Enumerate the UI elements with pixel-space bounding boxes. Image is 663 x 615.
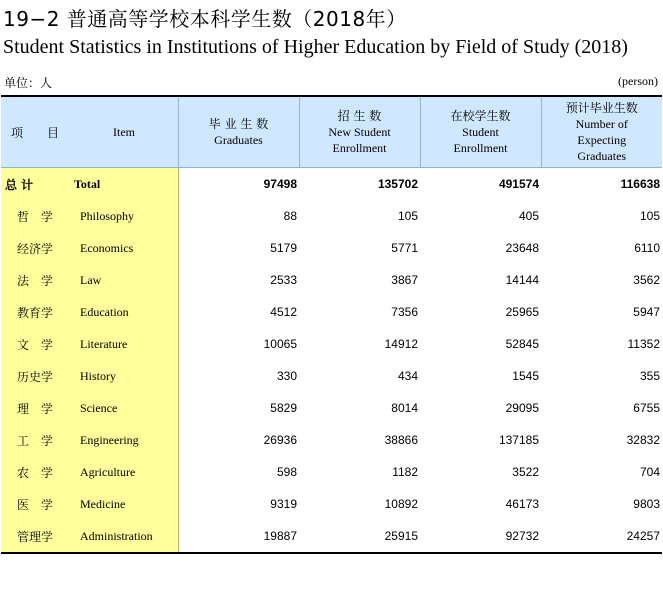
- row-label-chinese: 工 学: [17, 434, 54, 448]
- header-expected-graduates-english-2: Expecting: [577, 133, 627, 147]
- cell-graduates: 598: [276, 465, 297, 479]
- header-student-enrollment-chinese: 在校学生数: [450, 109, 511, 123]
- header-expected-graduates-english-1: Number of: [575, 117, 628, 131]
- cell-graduates: 5829: [270, 401, 297, 415]
- cell-expected-graduates: 105: [639, 209, 660, 223]
- header-new-enrollment-english-1: New Student: [328, 125, 391, 139]
- cell-new-enrollment: 7356: [391, 305, 418, 319]
- row-label-english: Engineering: [80, 433, 139, 447]
- table-row: [1, 520, 662, 553]
- row-label-chinese: 经济学: [17, 242, 54, 256]
- cell-student-enrollment: 1545: [512, 369, 539, 383]
- cell-graduates: 4512: [270, 305, 297, 319]
- unit-label-chinese: 单位：人: [4, 76, 53, 90]
- table-row-total: [1, 168, 662, 201]
- cell-new-enrollment: 25915: [384, 529, 418, 543]
- table-row: [1, 328, 662, 360]
- cell-new-enrollment: 135702: [377, 177, 418, 191]
- header-item: [1, 96, 178, 168]
- row-label: [1, 488, 178, 520]
- cell-student-enrollment: 23648: [505, 241, 539, 255]
- row-label: [1, 520, 178, 553]
- row-label-chinese: 哲 学: [17, 210, 54, 224]
- cell-student-enrollment: 52845: [505, 337, 539, 351]
- cell-expected-graduates: 355: [639, 369, 660, 383]
- row-label: [1, 168, 178, 201]
- cell-expected-graduates: 6110: [634, 241, 660, 255]
- header-graduates: [178, 96, 299, 168]
- row-label-english: Education: [80, 305, 129, 319]
- cell-expected-graduates: 3562: [633, 273, 660, 287]
- cell-new-enrollment: 105: [397, 209, 418, 223]
- row-label: [1, 456, 178, 488]
- cell-student-enrollment: 92732: [505, 529, 539, 543]
- row-label-chinese: 法 学: [17, 274, 54, 288]
- row-label-english: Agriculture: [80, 465, 136, 479]
- table-row: [1, 232, 662, 264]
- unit-label-english: (person): [618, 74, 658, 88]
- table-row: [1, 456, 662, 488]
- row-label-chinese: 教育学: [17, 306, 54, 320]
- cell-graduates: 2533: [270, 273, 297, 287]
- row-label-english: Law: [80, 273, 102, 287]
- header-item-english: Item: [113, 125, 135, 139]
- cell-graduates: 330: [276, 369, 297, 383]
- header-graduates-chinese: 毕 业 生 数: [208, 117, 269, 131]
- cell-graduates: 10065: [263, 337, 297, 351]
- row-label-english: History: [80, 369, 116, 383]
- row-label-chinese: 理 学: [17, 402, 54, 416]
- header-graduates-english-1: Graduates: [214, 133, 263, 147]
- cell-student-enrollment: 405: [518, 209, 539, 223]
- cell-new-enrollment: 3867: [391, 273, 418, 287]
- cell-expected-graduates: 11352: [627, 337, 660, 351]
- cell-graduates: 26936: [263, 433, 297, 447]
- cell-expected-graduates: 5947: [633, 305, 660, 319]
- row-label: [1, 296, 178, 328]
- row-label: [1, 232, 178, 264]
- table-row: [1, 264, 662, 296]
- row-label: [1, 200, 178, 232]
- page-title-english: Student Statistics in Institutions of Higher Education by Field of Study (2018): [3, 36, 628, 58]
- cell-student-enrollment: 25965: [505, 305, 539, 319]
- row-label-chinese: 总 计: [5, 178, 34, 192]
- cell-student-enrollment: 14144: [505, 273, 539, 287]
- row-label: [1, 328, 178, 360]
- row-label: [1, 392, 178, 424]
- cell-graduates: 9319: [270, 497, 297, 511]
- cell-student-enrollment: 29095: [505, 401, 539, 415]
- cell-student-enrollment: 137185: [498, 433, 539, 447]
- cell-student-enrollment: 491574: [498, 177, 539, 191]
- cell-new-enrollment: 14912: [384, 337, 418, 351]
- row-label-english: Philosophy: [80, 209, 135, 223]
- header-new-enrollment: [299, 96, 420, 168]
- cell-new-enrollment: 8014: [391, 401, 418, 415]
- header-student-enrollment-english-2: Enrollment: [453, 141, 508, 155]
- cell-student-enrollment: 46173: [505, 497, 539, 511]
- cell-expected-graduates: 32832: [626, 433, 660, 447]
- table-row: [1, 200, 662, 232]
- header-student-enrollment-english-1: Student: [462, 125, 499, 139]
- row-label-english: Administration: [80, 529, 153, 543]
- cell-student-enrollment: 3522: [512, 465, 539, 479]
- header-new-enrollment-english-2: Enrollment: [332, 141, 387, 155]
- cell-new-enrollment: 1182: [392, 465, 418, 479]
- table-row: [1, 424, 662, 456]
- header-student-enrollment: [420, 96, 541, 168]
- student-statistics-table: [1, 95, 662, 554]
- row-label-english: Medicine: [80, 497, 126, 511]
- row-label-chinese: 农 学: [17, 466, 54, 480]
- table-row: [1, 488, 662, 520]
- row-label-english: Economics: [80, 241, 134, 255]
- cell-graduates: 19887: [263, 529, 297, 543]
- row-label: [1, 360, 178, 392]
- row-label-chinese: 管理学: [17, 530, 54, 544]
- header-item-chinese: 项 目: [11, 126, 60, 140]
- row-label-chinese: 历史学: [17, 370, 54, 384]
- table-row: [1, 392, 662, 424]
- row-label-chinese: 医 学: [17, 498, 54, 512]
- cell-expected-graduates: 704: [639, 465, 660, 479]
- cell-new-enrollment: 10892: [384, 497, 418, 511]
- header-expected-graduates-english-3: Graduates: [577, 149, 627, 163]
- cell-expected-graduates: 6755: [633, 401, 660, 415]
- row-label: [1, 424, 178, 456]
- cell-graduates: 97498: [263, 177, 297, 191]
- cell-expected-graduates: 9803: [633, 497, 660, 511]
- row-label-english: Literature: [80, 337, 128, 351]
- cell-graduates: 88: [283, 209, 297, 223]
- row-label-english: Total: [74, 177, 101, 191]
- header-new-enrollment-chinese: 招 生 数: [337, 109, 382, 123]
- row-label-chinese: 文 学: [17, 338, 54, 352]
- cell-new-enrollment: 38866: [384, 433, 418, 447]
- cell-new-enrollment: 434: [397, 369, 418, 383]
- cell-new-enrollment: 5771: [391, 241, 418, 255]
- row-label: [1, 264, 178, 296]
- header-expected-graduates-chinese: 预计毕业生数: [565, 101, 638, 115]
- cell-expected-graduates: 24257: [626, 529, 660, 543]
- table-header-row: [1, 96, 662, 168]
- table-row: [1, 360, 662, 392]
- header-expected-graduates: [541, 96, 662, 168]
- page-title-chinese: 19−2 普通高等学校本科学生数（2018年）: [3, 7, 407, 31]
- table-row: [1, 296, 662, 328]
- row-label-english: Science: [80, 401, 118, 415]
- cell-expected-graduates: 116638: [620, 177, 660, 191]
- cell-graduates: 5179: [270, 241, 297, 255]
